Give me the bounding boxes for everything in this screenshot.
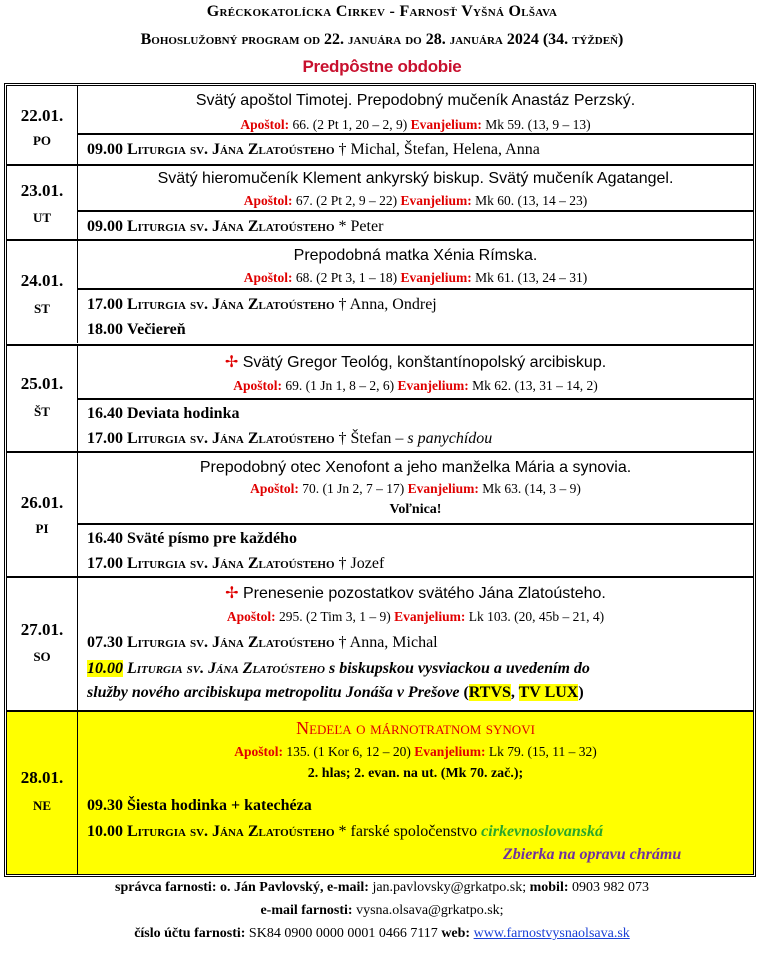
day-name: SO bbox=[33, 649, 51, 664]
collection-note: Zbierka na opravu chrámu bbox=[503, 846, 682, 863]
footer-line-3: číslo účtu farnosti: SK84 0900 0000 0001 0466 7117 web: www.farnostvysnaolsava.sk bbox=[134, 926, 630, 941]
divider bbox=[78, 133, 753, 135]
day-row bbox=[7, 86, 753, 164]
readings: Apoštol: 68. (2 Pt 3, 1 – 18) Evanjelium: Mk 61. (13, 24 – 31) bbox=[243, 270, 588, 285]
day-name: PO bbox=[32, 133, 52, 148]
service-line: 07.30 Liturgia sv. Jána Zlatoústeho † Anna, Michal bbox=[87, 634, 438, 651]
feast-title: Prepodobná matka Xénia Rímska. bbox=[293, 247, 538, 264]
date-cell bbox=[7, 578, 78, 711]
service-line: 17.00 Liturgia sv. Jána Zlatoústeho † Štefan – s panychídou bbox=[87, 430, 493, 447]
apostol-reading: 66. (2 Pt 1, 20 – 2, 9) bbox=[292, 117, 408, 132]
evanjelium-label: Evanjelium: bbox=[410, 117, 482, 132]
cross-icon: ✢ bbox=[225, 585, 239, 602]
service-line: 09.00 Liturgia sv. Jána Zlatoústeho † Michal, Štefan, Helena, Anna bbox=[87, 141, 540, 158]
readings: Apoštol: 295. (2 Tim 3, 1 – 9) Evanjelium: Lk 103. (20, 45b – 21, 4) bbox=[226, 609, 605, 624]
day-date: 24.01. bbox=[20, 271, 64, 290]
date-cell bbox=[7, 712, 78, 874]
day-name: UT bbox=[32, 210, 52, 225]
day-name: PI bbox=[35, 521, 49, 536]
day-date: 26.01. bbox=[20, 493, 64, 512]
day-row bbox=[7, 453, 753, 577]
day-name: NE bbox=[32, 798, 52, 813]
day-row bbox=[7, 346, 753, 452]
divider bbox=[78, 210, 753, 212]
service-line: 16.40 Sväté písmo pre každého bbox=[87, 530, 297, 547]
date-cell bbox=[7, 346, 78, 452]
apostol-label: Apoštol: bbox=[240, 117, 290, 132]
readings: Apoštol: 67. (2 Pt 2, 9 – 22) Evanjelium: Mk 60. (13, 14 – 23) bbox=[243, 193, 588, 208]
day-row-sunday bbox=[7, 712, 753, 874]
mobile-number: 0903 982 073 bbox=[572, 880, 649, 895]
feast-title: Svätý apoštol Timotej. Prepodobný mučeník Anastáz Perzský. bbox=[195, 92, 636, 109]
tv-badge: RTVS bbox=[468, 684, 511, 701]
schedule-table bbox=[4, 83, 756, 877]
account-number: SK84 0900 0000 0001 0466 7117 bbox=[248, 926, 438, 941]
date-cell bbox=[7, 86, 78, 164]
divider bbox=[78, 523, 753, 525]
parish-title: Gréckokatolícka Cirkev - Farnosť Vyšná Olšava bbox=[206, 3, 558, 20]
day-date: 23.01. bbox=[20, 181, 64, 200]
service-line: 17.00 Liturgia sv. Jána Zlatoústeho † Anna, Ondrej bbox=[87, 296, 437, 313]
service-line: služby nového arcibiskupa metropolitu Jonáša v Prešove (RTVS, TV LUX) bbox=[87, 684, 584, 701]
feast-title: Nedeľa o márnotratnom synovi bbox=[296, 718, 535, 738]
admin-email: jan.pavlovsky@grkatpo.sk; bbox=[372, 880, 527, 895]
readings bbox=[78, 117, 753, 133]
day-row bbox=[7, 165, 753, 239]
day-note: 2. hlas; 2. evan. na ut. (Mk 70. zač.); bbox=[307, 766, 524, 781]
feast-title: Prepodobný otec Xenofont a jeho manželka Mária a synovia. bbox=[199, 459, 632, 476]
feast-title: ✢ Svätý Gregor Teológ, konštantínopolský arcibiskup. bbox=[224, 354, 607, 371]
date-cell bbox=[7, 241, 78, 343]
day-note: Voľnica! bbox=[389, 502, 442, 517]
tv-badge: TV LUX bbox=[518, 684, 579, 701]
day-row bbox=[7, 241, 753, 343]
divider bbox=[78, 288, 753, 290]
footer-line-2: e-mail farnosti: vysna.olsava@grkatpo.sk; bbox=[260, 903, 504, 918]
feast-title: ✢ Prenesenie pozostatkov svätého Jána Zlatoústeho. bbox=[225, 585, 606, 602]
day-row bbox=[7, 578, 753, 711]
service-line: 09.30 Šiesta hodinka + katechéza bbox=[87, 797, 312, 814]
day-name: ŠT bbox=[34, 404, 50, 419]
readings: Apoštol: 69. (1 Jn 1, 8 – 2, 6) Evanjelium: Mk 62. (13, 31 – 14, 2) bbox=[233, 378, 598, 393]
cross-icon: ✢ bbox=[224, 354, 239, 371]
feast-title: Svätý hieromučeník Klement ankyrský biskup. Svätý mučeník Agatangel. bbox=[157, 170, 674, 187]
date-cell bbox=[7, 165, 78, 239]
date-cell bbox=[7, 453, 78, 577]
day-date: 25.01. bbox=[20, 374, 64, 393]
website-link[interactable]: www.farnostvysnaolsava.sk bbox=[473, 926, 630, 941]
service-line: 10.00 Liturgia sv. Jána Zlatoústeho s biskupskou vysviackou a uvedením do bbox=[87, 660, 590, 677]
service-line: 10.00 Liturgia sv. Jána Zlatoústeho * farské spoločenstvo cirkevnoslovanská bbox=[87, 823, 603, 840]
day-date: 22.01. bbox=[20, 106, 64, 125]
service-line: 09.00 Liturgia sv. Jána Zlatoústeho * Peter bbox=[87, 218, 384, 235]
service-line: 16.40 Deviata hodinka bbox=[87, 405, 240, 422]
service-line: 17.00 Liturgia sv. Jána Zlatoústeho † Jozef bbox=[87, 555, 385, 572]
parish-email: vysna.olsava@grkatpo.sk; bbox=[356, 903, 504, 918]
readings: Apoštol: 70. (1 Jn 2, 7 – 17) Evanjelium: Mk 63. (14, 3 – 9) bbox=[250, 481, 581, 496]
divider bbox=[78, 398, 753, 400]
gospel-reading: Mk 59. (13, 9 – 13) bbox=[485, 117, 591, 132]
footer-line-1: správca farnosti: o. Ján Pavlovský, e-mail: jan.pavlovsky@grkatpo.sk; mobil: 0903 982 073 bbox=[115, 880, 649, 895]
day-name: ST bbox=[34, 301, 50, 316]
readings: Apoštol: 135. (1 Kor 6, 12 – 20) Evanjelium: Lk 79. (15, 11 – 32) bbox=[234, 744, 597, 759]
program-title: Bohoslužobný program od 22. januára do 28. januára 2024 (34. týždeň) bbox=[140, 31, 624, 48]
day-date: 28.01. bbox=[20, 768, 64, 787]
season-title: Predpôstne obdobie bbox=[302, 57, 462, 76]
day-date: 27.01. bbox=[20, 620, 64, 639]
service-line: 18.00 Večiereň bbox=[87, 321, 186, 338]
